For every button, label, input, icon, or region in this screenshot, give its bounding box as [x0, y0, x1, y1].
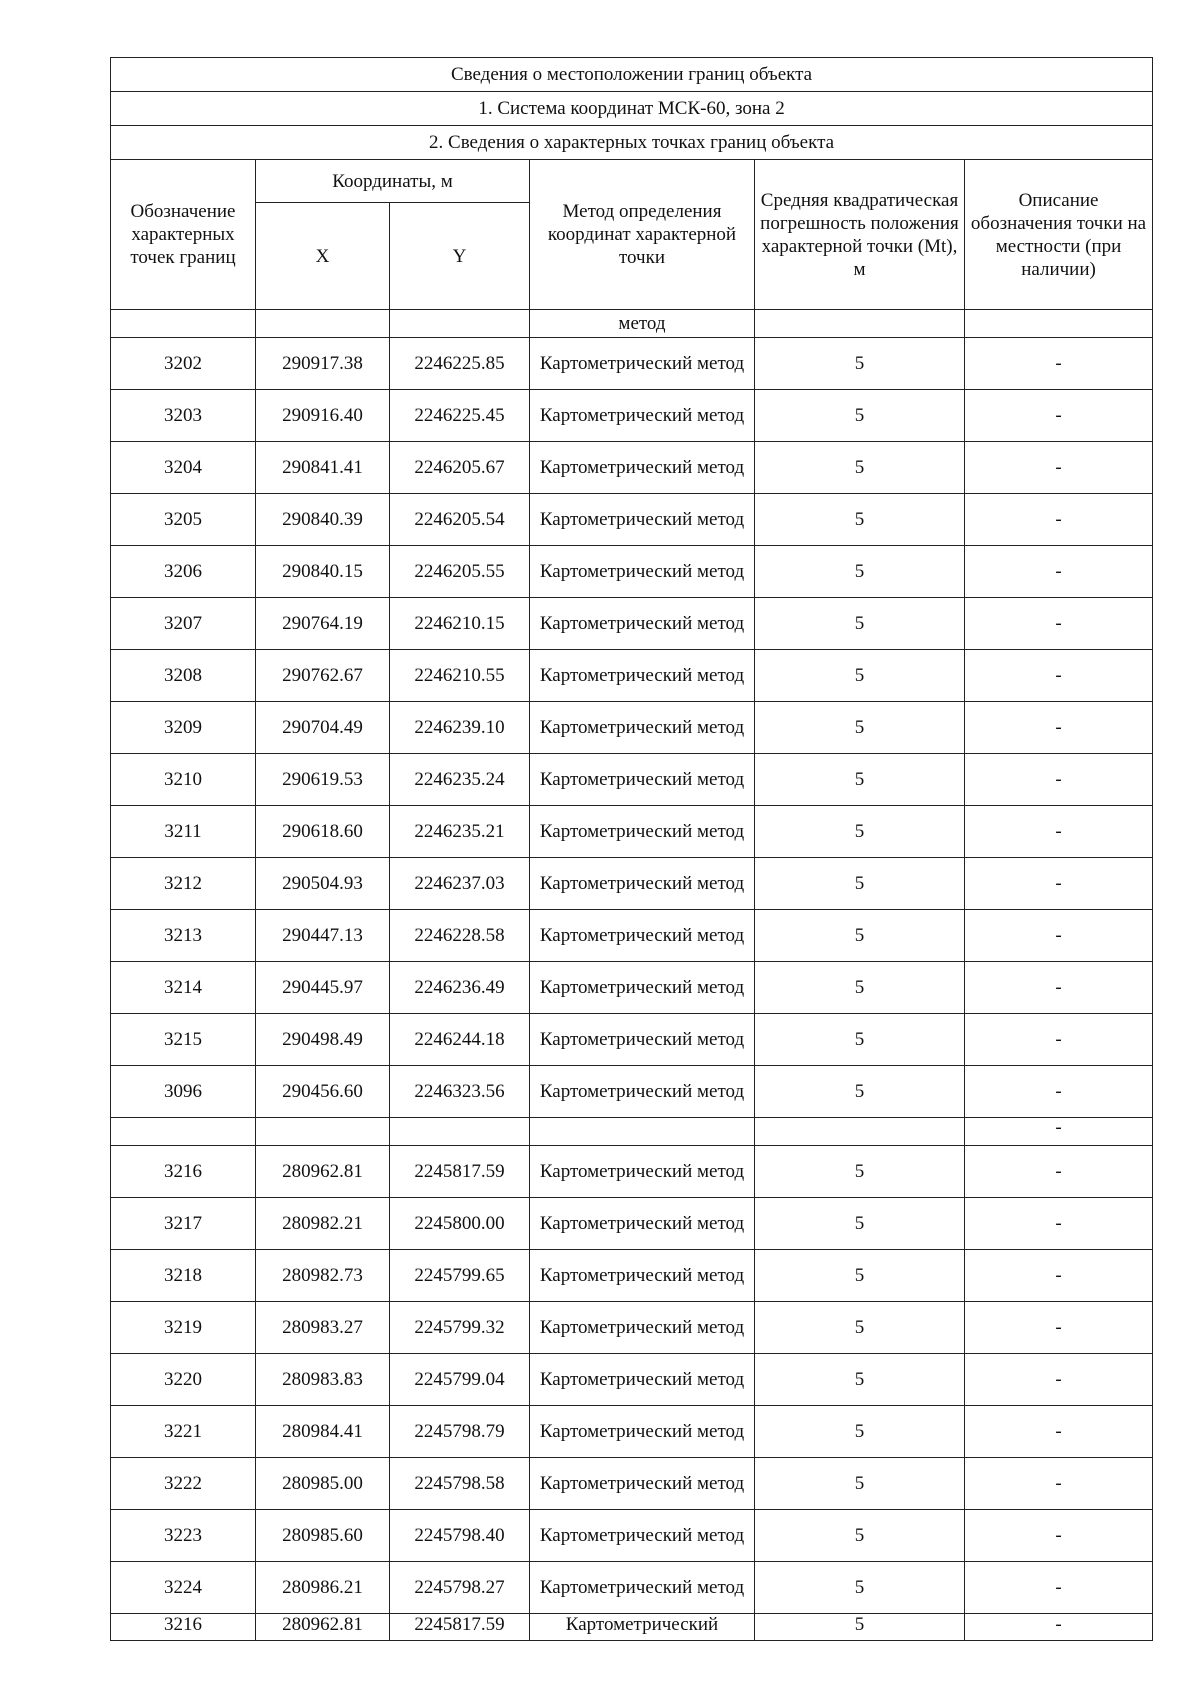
cell-y: 2246228.58 [390, 910, 530, 962]
boundary-points-table [110, 57, 1153, 1641]
cell-x: 290762.67 [256, 650, 390, 702]
header-y: Y [390, 203, 530, 310]
cell-point: 3223 [111, 1510, 256, 1562]
cell-desc: - [965, 1614, 1153, 1641]
table-row [111, 1458, 1153, 1510]
cell-error: 5 [755, 390, 965, 442]
cell-y: 2246236.49 [390, 962, 530, 1014]
table-row [111, 1198, 1153, 1250]
cell-point: 3212 [111, 858, 256, 910]
cell-error: 5 [755, 1198, 965, 1250]
cell-desc: - [965, 390, 1153, 442]
cell-desc: - [965, 962, 1153, 1014]
cell-point: 3215 [111, 1014, 256, 1066]
table-row [111, 962, 1153, 1014]
cell-method: Картометрический метод [530, 1014, 755, 1066]
cell-y: 2246210.55 [390, 650, 530, 702]
document-page [110, 57, 1152, 1641]
table-row [111, 1250, 1153, 1302]
table-row [111, 1014, 1153, 1066]
table-row [111, 338, 1153, 390]
cell-x: 290456.60 [256, 1066, 390, 1118]
cell-point: 3222 [111, 1458, 256, 1510]
table-row [111, 1406, 1153, 1458]
table-row [111, 1066, 1153, 1118]
cell-error: 5 [755, 754, 965, 806]
cell-error: 5 [755, 1146, 965, 1198]
cell-error: 5 [755, 1250, 965, 1302]
cell-point: 3214 [111, 962, 256, 1014]
cell-error: 5 [755, 1614, 965, 1641]
cell-desc: - [965, 1146, 1153, 1198]
table-row [111, 1510, 1153, 1562]
cell-desc: - [965, 806, 1153, 858]
header-coords: Координаты, м [256, 160, 530, 203]
cell-x: 290498.49 [256, 1014, 390, 1066]
cell-error: 5 [755, 598, 965, 650]
cell-x: 290840.39 [256, 494, 390, 546]
cell-x: 280985.00 [256, 1458, 390, 1510]
cell-x: 290841.41 [256, 442, 390, 494]
cell-desc: - [965, 910, 1153, 962]
cell-point: 3207 [111, 598, 256, 650]
cell-error: 5 [755, 1354, 965, 1406]
cell-desc: - [965, 1302, 1153, 1354]
cell-method: Картометрический метод [530, 1406, 755, 1458]
cell-point: 3210 [111, 754, 256, 806]
cell-desc: - [965, 546, 1153, 598]
cell-point: 3209 [111, 702, 256, 754]
continuation-row [111, 310, 1153, 338]
cell-method: Картометрический метод [530, 1354, 755, 1406]
table-row [111, 1354, 1153, 1406]
cell-desc: - [965, 1354, 1153, 1406]
cell-desc: - [965, 1250, 1153, 1302]
cell-desc: - [965, 858, 1153, 910]
cell-method: Картометрический метод [530, 1302, 755, 1354]
cell-error: 5 [755, 494, 965, 546]
cell-x: 290504.93 [256, 858, 390, 910]
cell-point: 3219 [111, 1302, 256, 1354]
cell-point: 3202 [111, 338, 256, 390]
cell-method: Картометрический метод [530, 1562, 755, 1614]
cell-error: 5 [755, 910, 965, 962]
table-row [111, 546, 1153, 598]
cell-x: 280962.81 [256, 1146, 390, 1198]
cell-x: 280982.73 [256, 1250, 390, 1302]
table-row [111, 754, 1153, 806]
cell-method: Картометрический метод [530, 962, 755, 1014]
cell-desc: - [965, 650, 1153, 702]
cell-x: 290619.53 [256, 754, 390, 806]
cell-x: 290917.38 [256, 338, 390, 390]
cell-error: 5 [755, 702, 965, 754]
cell-method: Картометрический [530, 1614, 755, 1641]
cell-method: Картометрический метод [530, 1250, 755, 1302]
cell-point: 3096 [111, 1066, 256, 1118]
cell-y: 2246237.03 [390, 858, 530, 910]
cell-point: 3218 [111, 1250, 256, 1302]
cell-error: 5 [755, 1562, 965, 1614]
cell-desc: - [965, 754, 1153, 806]
cell-desc: - [965, 1510, 1153, 1562]
cell-desc: - [965, 338, 1153, 390]
cell-desc: - [965, 1406, 1153, 1458]
table-row [111, 858, 1153, 910]
cell-desc: - [965, 702, 1153, 754]
cell-y: 2246205.54 [390, 494, 530, 546]
cell-y: 2245798.58 [390, 1458, 530, 1510]
cell-x: 290840.15 [256, 546, 390, 598]
cell-method: Картометрический метод [530, 598, 755, 650]
cell-error: 5 [755, 546, 965, 598]
cell-x: 290445.97 [256, 962, 390, 1014]
table-row [111, 494, 1153, 546]
cell-point: 3220 [111, 1354, 256, 1406]
cell-desc: - [965, 1198, 1153, 1250]
cell-y: 2245800.00 [390, 1198, 530, 1250]
table-row [111, 1146, 1153, 1198]
cell-y: 2246323.56 [390, 1066, 530, 1118]
cell-x: 280983.27 [256, 1302, 390, 1354]
table-row [111, 598, 1153, 650]
cell-method: Картометрический метод [530, 754, 755, 806]
separator-desc: - [965, 1118, 1153, 1146]
cell-y: 2245799.04 [390, 1354, 530, 1406]
table-row [111, 1562, 1153, 1614]
cell-point: 3211 [111, 806, 256, 858]
cell-y: 2246225.85 [390, 338, 530, 390]
document-title: Сведения о местоположении границ объекта [111, 58, 1153, 92]
cell-method: Картометрический метод [530, 1146, 755, 1198]
cell-error: 5 [755, 650, 965, 702]
cell-point: 3208 [111, 650, 256, 702]
cell-point: 3205 [111, 494, 256, 546]
table-row [111, 1614, 1153, 1641]
cell-y: 2245817.59 [390, 1614, 530, 1641]
cell-desc: - [965, 1014, 1153, 1066]
cell-x: 290764.19 [256, 598, 390, 650]
coordinate-system: 1. Система координат МСК-60, зона 2 [111, 92, 1153, 126]
cell-method: Картометрический метод [530, 910, 755, 962]
cell-y: 2246205.67 [390, 442, 530, 494]
header-error: Средняя квадратическая погрешность положения характерной точки (Mt), м [755, 160, 965, 310]
header-method: Метод определения координат характерной точки [530, 160, 755, 310]
table-row [111, 390, 1153, 442]
cell-point: 3203 [111, 390, 256, 442]
table-row [111, 910, 1153, 962]
continuation-method: метод [530, 310, 755, 338]
cell-y: 2246225.45 [390, 390, 530, 442]
cell-error: 5 [755, 962, 965, 1014]
cell-x: 290704.49 [256, 702, 390, 754]
cell-x: 290447.13 [256, 910, 390, 962]
cell-error: 5 [755, 338, 965, 390]
cell-point: 3216 [111, 1146, 256, 1198]
cell-point: 3213 [111, 910, 256, 962]
cell-error: 5 [755, 1066, 965, 1118]
cell-method: Картометрический метод [530, 1510, 755, 1562]
cell-x: 280985.60 [256, 1510, 390, 1562]
cell-method: Картометрический метод [530, 390, 755, 442]
cell-desc: - [965, 1066, 1153, 1118]
cell-y: 2246235.21 [390, 806, 530, 858]
separator-row [111, 1118, 1153, 1146]
cell-point: 3216 [111, 1614, 256, 1641]
cell-point: 3224 [111, 1562, 256, 1614]
cell-method: Картометрический метод [530, 442, 755, 494]
cell-error: 5 [755, 858, 965, 910]
cell-error: 5 [755, 1510, 965, 1562]
cell-y: 2246205.55 [390, 546, 530, 598]
cell-method: Картометрический метод [530, 494, 755, 546]
cell-x: 280983.83 [256, 1354, 390, 1406]
header-x: X [256, 203, 390, 310]
cell-error: 5 [755, 806, 965, 858]
cell-method: Картометрический метод [530, 1198, 755, 1250]
cell-method: Картометрический метод [530, 546, 755, 598]
cell-method: Картометрический метод [530, 806, 755, 858]
cell-error: 5 [755, 1302, 965, 1354]
cell-x: 290916.40 [256, 390, 390, 442]
cell-method: Картометрический метод [530, 650, 755, 702]
cell-x: 280986.21 [256, 1562, 390, 1614]
cell-point: 3217 [111, 1198, 256, 1250]
cell-y: 2245799.32 [390, 1302, 530, 1354]
cell-y: 2245798.27 [390, 1562, 530, 1614]
cell-method: Картометрический метод [530, 702, 755, 754]
cell-error: 5 [755, 1406, 965, 1458]
table-row [111, 1302, 1153, 1354]
cell-x: 290618.60 [256, 806, 390, 858]
cell-y: 2245799.65 [390, 1250, 530, 1302]
table-row [111, 806, 1153, 858]
cell-error: 5 [755, 1458, 965, 1510]
cell-y: 2246210.15 [390, 598, 530, 650]
table-row [111, 702, 1153, 754]
cell-method: Картометрический метод [530, 1458, 755, 1510]
cell-error: 5 [755, 442, 965, 494]
cell-point: 3206 [111, 546, 256, 598]
header-point: Обозначение характерных точек границ [111, 160, 256, 310]
cell-point: 3204 [111, 442, 256, 494]
table-row [111, 442, 1153, 494]
cell-error: 5 [755, 1014, 965, 1066]
cell-y: 2245798.79 [390, 1406, 530, 1458]
cell-y: 2246239.10 [390, 702, 530, 754]
cell-x: 280962.81 [256, 1614, 390, 1641]
cell-y: 2246244.18 [390, 1014, 530, 1066]
cell-method: Картометрический метод [530, 338, 755, 390]
cell-desc: - [965, 494, 1153, 546]
cell-point: 3221 [111, 1406, 256, 1458]
cell-desc: - [965, 442, 1153, 494]
points-section-title: 2. Сведения о характерных точках границ объекта [111, 126, 1153, 160]
cell-desc: - [965, 598, 1153, 650]
cell-desc: - [965, 1562, 1153, 1614]
cell-x: 280984.41 [256, 1406, 390, 1458]
cell-method: Картометрический метод [530, 858, 755, 910]
cell-y: 2245798.40 [390, 1510, 530, 1562]
cell-desc: - [965, 1458, 1153, 1510]
cell-y: 2246235.24 [390, 754, 530, 806]
cell-y: 2245817.59 [390, 1146, 530, 1198]
header-description: Описание обозначения точки на местности (при наличии) [965, 160, 1153, 310]
cell-x: 280982.21 [256, 1198, 390, 1250]
cell-method: Картометрический метод [530, 1066, 755, 1118]
table-row [111, 650, 1153, 702]
